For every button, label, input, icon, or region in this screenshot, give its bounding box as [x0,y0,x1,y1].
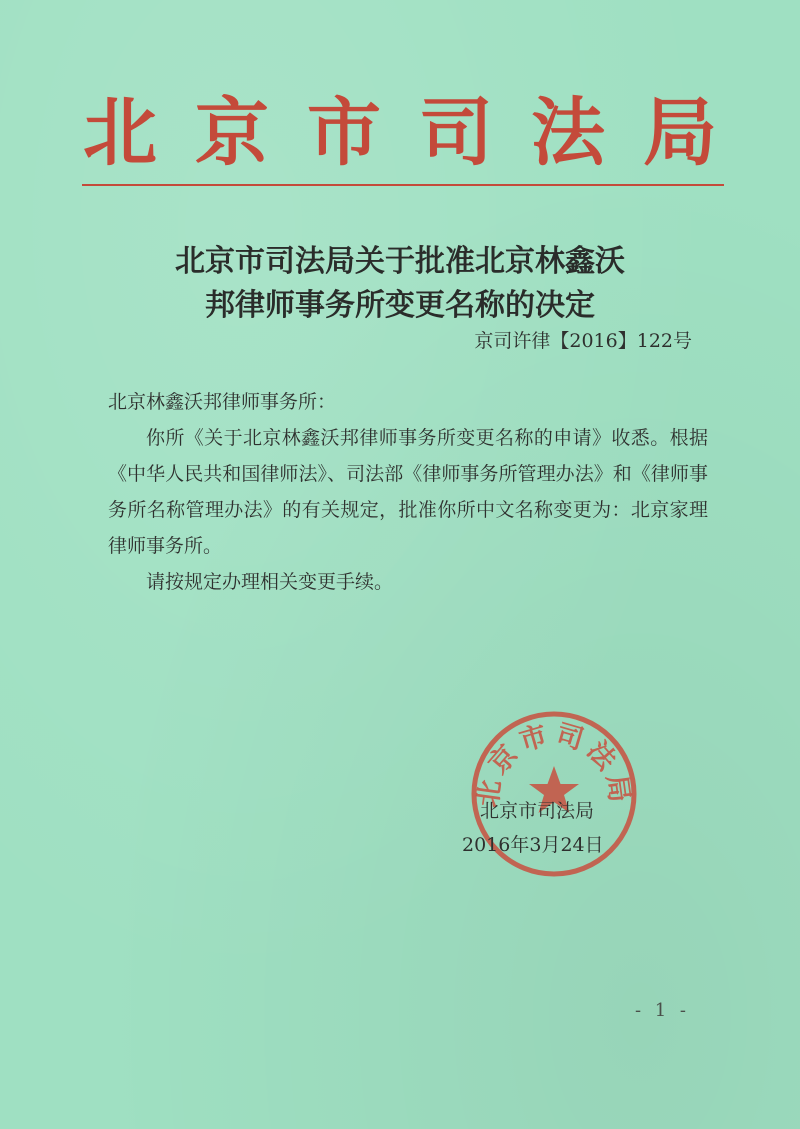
seal-text-path: 北京市司法局 [472,718,636,810]
signature-org: 北京市司法局 [480,800,595,822]
body-paragraph-1: 你所《关于北京林鑫沃邦律师事务所变更名称的申请》收悉。根据《中华人民共和国律师法》、司法部《律师事务所管理办法》和《律师事务所名称管理办法》的有关规定，批准你所中文名称变更为：北京家理律师事务所。 [108,427,708,557]
document-title-line-1: 北京市司法局关于批准北京林鑫沃 [175,244,625,279]
signature-date: 2016年3月24日 [462,834,604,856]
document-number: 京司许律【2016】122号 [474,330,692,352]
document-title [0,240,800,328]
salutation: 北京林鑫沃邦律师事务所： [108,391,337,413]
signature-block [462,794,662,862]
body-paragraph-2: 请按规定办理相关变更手续。 [146,571,394,593]
letterhead-title: 北京市司法局 [83,90,755,176]
letterhead-divider [82,184,724,186]
document-body [108,384,708,600]
page-number: - 1 - [634,1000,690,1021]
document-title-line-2: 邦律师事务所变更名称的决定 [205,288,595,323]
